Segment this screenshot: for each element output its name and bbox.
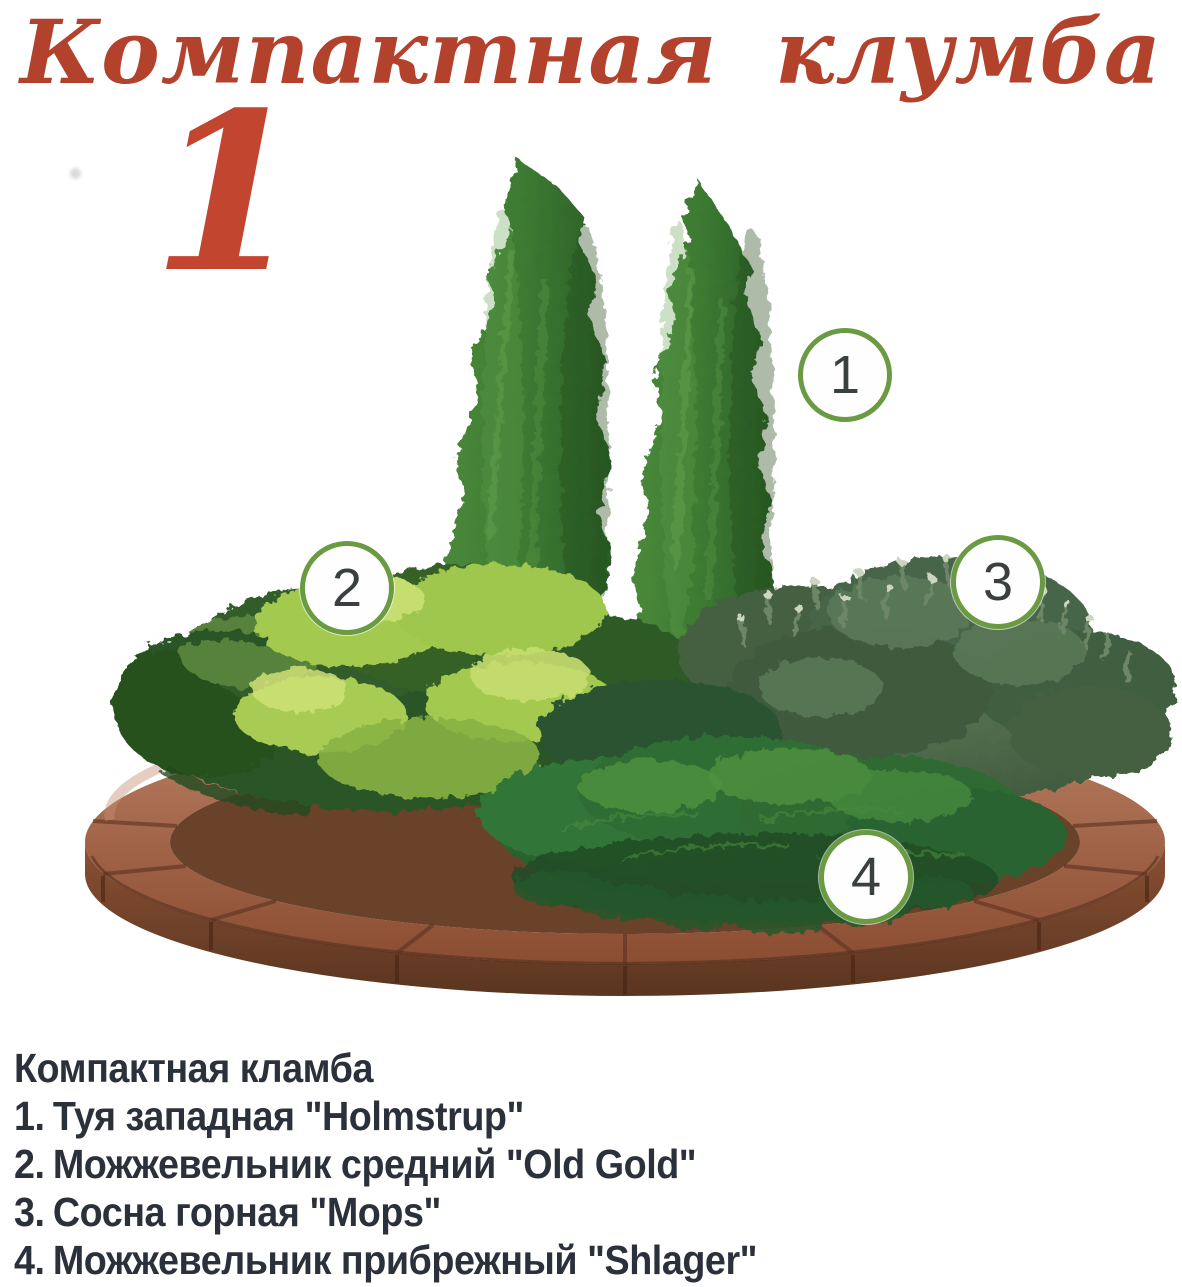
legend-item-name: Можжевельник прибрежный "Shlager" <box>52 1237 758 1283</box>
legend-item-number: 1. <box>14 1093 45 1139</box>
legend-item-number: 2. <box>14 1141 45 1187</box>
legend-item-name: Туя западная "Holmstrup" <box>52 1093 524 1139</box>
legend-item-number: 4. <box>14 1237 45 1283</box>
legend-item-4 <box>14 1236 757 1284</box>
callout-4: 4 <box>819 830 913 924</box>
callout-3: 3 <box>951 535 1045 629</box>
legend-item-1 <box>14 1092 757 1140</box>
scheme-number: 1 <box>152 65 304 321</box>
page-title: Компактная клумба <box>20 0 1162 104</box>
legend-item-name: Можжевельник средний "Old Gold" <box>52 1141 697 1187</box>
callout-1: 1 <box>798 328 892 422</box>
legend-item-2 <box>14 1140 757 1188</box>
legend-heading: Компактная кламба <box>14 1045 373 1091</box>
legend-item-3 <box>14 1188 757 1236</box>
callout-2: 2 <box>300 541 394 635</box>
garden-bed-svg <box>0 130 1182 1030</box>
legend-item-number: 3. <box>14 1189 45 1235</box>
plant-legend <box>14 1044 757 1284</box>
legend-item-name: Сосна горная "Mops" <box>52 1189 441 1235</box>
flowerbed-illustration <box>0 130 1182 1030</box>
